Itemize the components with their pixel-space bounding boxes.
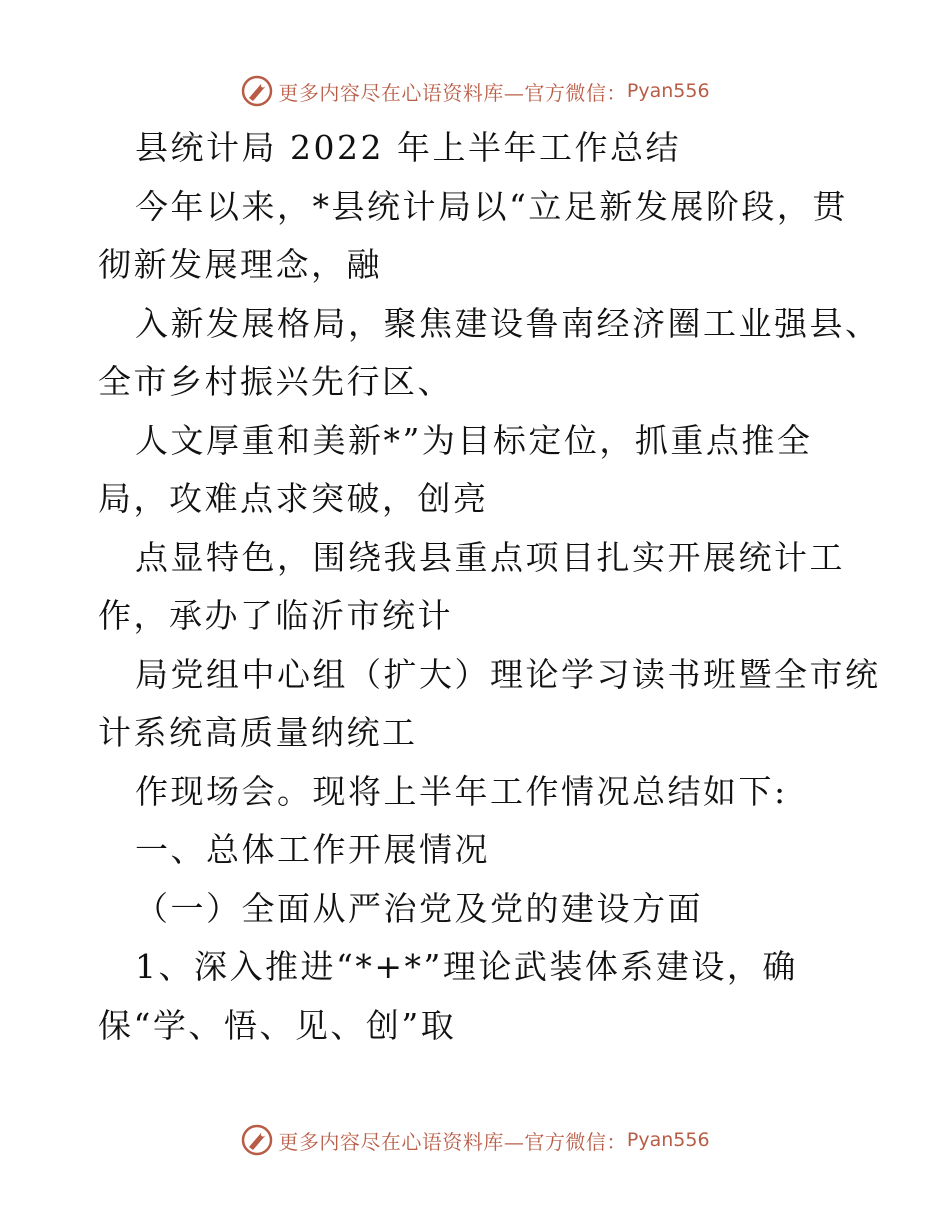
text-line: 局，攻难点求突破，创亮	[98, 479, 489, 518]
section-heading: 一、总体工作开展情况	[135, 830, 490, 869]
subsection-heading: （一）全面从严治党及党的建设方面	[135, 888, 703, 928]
watermark-wechat-id: Pyan556	[626, 1129, 710, 1151]
text-line: 作现场会。现将上半年工作情况总结如下:	[135, 771, 788, 811]
text-line: 1、深入推进“*+*”理论武装体系建设，确	[135, 947, 798, 986]
watermark-wechat-id: Pyan556	[626, 80, 710, 102]
watermark-text: 更多内容尽在心语资料库—官方微信：	[278, 1129, 627, 1154]
text-line: 作，承办了临沂市统计	[98, 596, 453, 635]
document-title: 县统计局 2022 年上半年工作总结	[135, 128, 681, 167]
fountain-pen-emblem-icon	[240, 74, 274, 108]
text-line: 局党组中心组（扩大）理论学习读书班暨全市统	[135, 654, 881, 694]
text-line: 保“学、悟、见、创”取	[98, 1005, 457, 1045]
text-line: 全市乡村振兴先行区、	[98, 362, 453, 401]
text-line: 入新发展格局，聚焦建设鲁南经济圈工业强县、	[135, 303, 881, 343]
text-line: 今年以来，*县统计局以“立足新发展阶段，贯	[135, 186, 848, 226]
footer-watermark	[0, 1120, 950, 1160]
fountain-pen-emblem-icon	[240, 1123, 274, 1157]
text-line: 点显特色，围绕我县重点项目扎实开展统计工	[135, 537, 845, 577]
text-line: 彻新发展理念，融	[98, 245, 382, 284]
watermark-text: 更多内容尽在心语资料库—官方微信：	[278, 80, 627, 105]
text-line: 人文厚重和美新*”为目标定位，抓重点推全	[135, 420, 813, 460]
document-body	[98, 119, 881, 1055]
text-line: 计系统高质量纳统工	[98, 713, 418, 752]
header-watermark	[0, 71, 950, 111]
